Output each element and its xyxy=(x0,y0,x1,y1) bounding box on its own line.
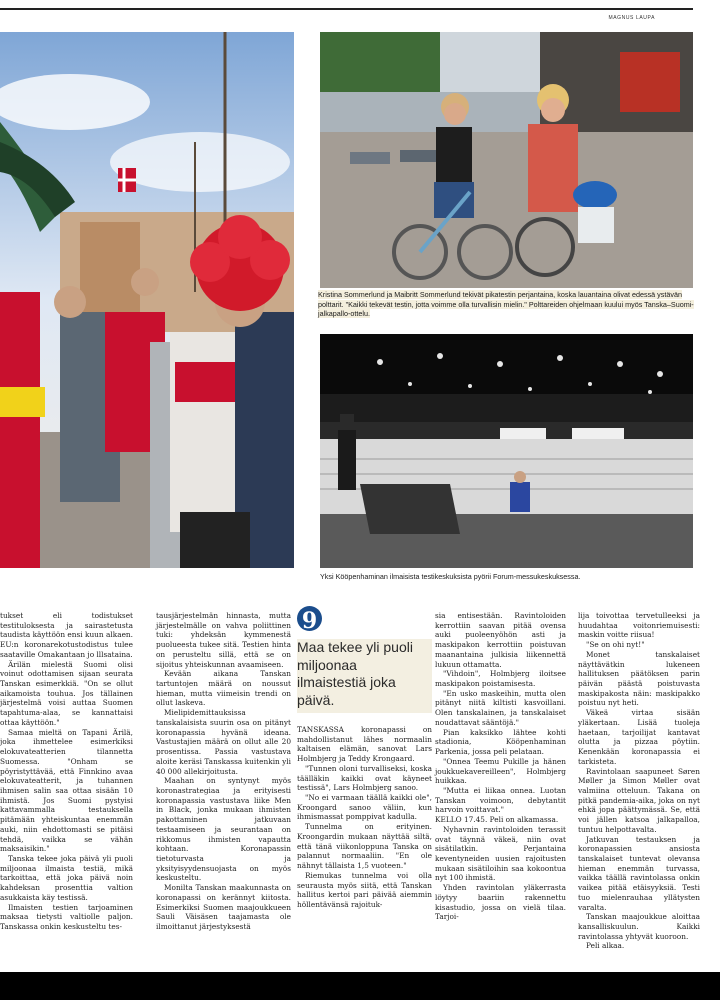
cyclists-caption-text: Kristina Sommerlund ja Maibritt Sommerlund tekivät pikatestin perjantaina, koska lauantaina olivat edessä ystävän polttarit. "Kaikki tekevät testin, jotta voimme olla turvallisin mielin." Polttareiden ohjelmaan kuului myös Tanska–Suomi-jalkapallo-ottelu. xyxy=(318,290,694,319)
top-rule xyxy=(0,8,693,10)
paragraph: TANSKASSA koronapassi on mahdollistanut lähes normaalin kaltaisen elämän, sanovat Lars Holmbjerg ja Teddy Krongaard. xyxy=(297,725,432,764)
paragraph: Monilta Tanskan maakunnasta on koronapassi on kerännyt kiitosta. Esimerkiksi Suomen maajoukkueen Sauli Väisäsen taajamasta ole ilmoittanut järjestyksestä xyxy=(156,883,291,931)
quote-mark-icon: 9 xyxy=(297,606,322,631)
paragraph: sia entisestään. Ravintoloiden kerrottiin saavan pitää ovensa auki puoleenyöhön asti ja maskipakon kerrottiin poistuvan maanantaina julkisia liikennettä lukuun ottamatta. xyxy=(435,611,566,669)
article-column-4 xyxy=(435,611,566,922)
bottom-bar xyxy=(0,972,720,1000)
paragraph: Riemukas tunnelma voi olla seurausta myös siitä, että Tanskan hallitus kertoi pari päivää aiemmin höllentävänsä rajoituk- xyxy=(297,870,432,909)
cyclists-caption xyxy=(318,290,696,319)
paragraph: Monet tanskalaiset näyttävätkin lukeneen hallituksen päätöksen parin päivän päästä poistuvasta maskipakosta näin: maskipakko poistuu nyt heti. xyxy=(578,649,700,708)
pull-quote: Maa tekee yli puoli miljoonaa ilmaistestiä joka päivä. xyxy=(297,639,432,713)
test-center-caption: Yksi Kööpenhaminan ilmaisista testikeskuksista pyörii Forum-messukeskuksessa. xyxy=(320,572,581,581)
paragraph: Kevään aikana Tanskan tartuntojen määrä on noussut hieman, mutta viimeisin trendi on ollut laskeva. xyxy=(156,669,291,708)
paragraph: Yhden ravintolan yläkerrasta löytyy baariin rakennettu kisastudio, jossa on vielä tilaa. Tarjoi- xyxy=(435,883,566,922)
article-column-5 xyxy=(578,611,700,951)
paragraph: Samaa mieltä on Tapani Ärilä, joka ihmettelee esimerkiksi elokuvateatterien tilannetta Suomessa. "Onham se pöyristyttävää, että Finnkino avaa elokuvateatterit, ja tuhannen ihmisen salin saa ottaa sisään 10 ihmistä. Jos Suomi pystyisi kattavammalla testauksella pitämään yhteiskuntaa enemmän auki, niin ehdottomasti se pitäisi tehdä, vaikka se vähän maksaisikin." xyxy=(0,727,133,854)
paragraph: Nyhavnin ravintoloiden terassit ovat täynnä väkeä, niin ovat sisätilatkin. Perjantaina keventyneiden uusien rajoitusten mukaan sisätiloihin saa kokoontua nyt 100 ihmistä. xyxy=(435,824,566,883)
cyclists-photo xyxy=(320,32,693,288)
paragraph: Peli alkaa. xyxy=(586,941,625,951)
paragraph: "Tunnen oloni turvalliseksi, koska täälläkin kaikki ovat käyneet testissä", Lars Holmbjerg sanoo. xyxy=(297,763,432,793)
paragraph: Jatkuvan testauksen ja koronapassien ansiosta tanskalaiset tuntevat olevansa hieman enemmän turvassa, vaikka täällä ravintolassa onkin vaikea pitää etäisyyksiä. Testi tuo mielenrauhaa yllätysten varalta. xyxy=(578,834,700,912)
paragraph: tukset eli todistukset testituloksesta ja sairastetusta taudista käyttöön ensi kuun alkaen. EU:n koronarekotustodistus tulee saataville Omakantaan jo lllsataina. xyxy=(0,611,133,659)
paragraph: "Se on ohi nyt!" xyxy=(586,640,645,650)
test-center-photo xyxy=(320,334,693,568)
photo-credit: MAGNUS LAUPA xyxy=(608,15,655,21)
paragraph: Tanska tekee joka päivä yli puoli miljoonaa ilmaista testiä, mikä tarkoittaa, että joka päivä noin kahdeksan prosenttia valtion asukkaista käy testissä. xyxy=(0,853,133,902)
paragraph: Tunnelma on erityinen. Kroongardin mukaan näyttää siltä, että tänä viikonloppuna Tanska on palannut normaaliin. "En ole nähnyt tällaista 1,5 vuoteen." xyxy=(297,822,432,871)
paragraph: Väkeä virtaa sisään yläkertaan. Lisää tuoleja haetaan, tarjoilijat kantavat olutta ja pizzaa pöytiin. Kenenkään koronapassia ei tarkisteta. xyxy=(578,708,700,766)
paragraph: Mielipidemittauksissa tanskalaisista suurin osa on pitänyt koronapassia hyvänä ideana. Vastustajien määrä on ollut alle 20 prosentissa. Passia vastustava aloite keräsi Tanskassa kuitenkin yli 40 000 allekirjoitusta. xyxy=(156,708,291,776)
paragraph: "No ei varmaan täällä kaikki ole", Kroongard sanoo väliin, kun ihmismassat pomppivat kadulla. xyxy=(297,793,432,822)
paragraph: "Onnea Teemu Pukille ja hänen joukkuekavereilleen", Holmbjerg huikkaa. xyxy=(435,756,566,786)
paragraph: Tanskan maajoukkue aloittaa kansalliskuulun. Kaikki ravintolassa yhtyvät kuoroon. xyxy=(578,912,700,941)
paragraph: Ilmaisten testien tarjoaminen maksaa tietysti valtiolle paljon. Tanskassa onkin keskusteltu tes- xyxy=(0,902,133,931)
paragraph: Ärilän mielestä Suomi olisi voinut odottamisen sijaan seurata Tanskan esimerkkiä. "On se ollut aikamoista touhua. Jos tällainen järjestelmä voisi auttaa Suomen tapahtuma-alaa, se kannattaisi ottaa käyttöön." xyxy=(0,659,133,727)
paragraph: "Mutta ei liikaa onnea. Luotan Tanskan voimoon, debytantit harvoin voittavat." xyxy=(435,785,566,815)
article-column-2 xyxy=(156,611,291,932)
paragraph: Maahan on syntynyt myös koronastrategiaa ja erityisesti koronapassia vastustava liike Men in Black, jonka mukaan ihmisten pakottaminen jatkuvaan testaamiseen ja seurantaan on rikkomus ihmisten vapautta kohtaan. Koronapassin tietoturvasta ja yksityisyydensuojasta on myös keskusteltu. xyxy=(156,776,291,883)
article-column-1 xyxy=(0,611,133,932)
article-column-3 xyxy=(297,606,432,910)
paragraph: Pian kaksikko lähtee kohti stadionia, Kööpenhaminan Parkenia, jossa peli pelataan. xyxy=(435,727,566,757)
section-lead: KELLO 17.45. Peli on alkamassa. xyxy=(435,815,559,825)
paragraph: "Vihdoin", Holmbjerg iloitsee maskipakon poistamisesta. xyxy=(435,669,566,689)
paragraph: tausjärjestelmän hinnasta, mutta järjestelmälle on vahva poliittinen tuki: yhdeksän kymmenestä puolueesta tukee sitä. Testien hinta on perusteltu sillä, että se on sijoitus yhteiskunnan avaamiseen. xyxy=(156,611,291,669)
paragraph: Ravintolaan saapuneet Søren Møller ja Simon Møller ovat valmiina otteluun. Takana on pitkä pandemia-aika, joka on nyt ehkä jopa päättymässä. Se, että voi jällen katsoa jalkapalloa, tuntuu helpottavalta. xyxy=(578,766,700,834)
paragraph: "En usko maskeihin, mutta olen pitänyt niitä kiltisti kasvoillani. Olen tanskalainen, ja tanskalaiset noudattavat sääntöjä." xyxy=(435,688,566,727)
fans-street-photo xyxy=(0,32,294,568)
paragraph: lija toivottaa tervetulleeksi ja huudahtaa voitonriemuisesti: maskin voitte riisua! xyxy=(578,611,700,640)
